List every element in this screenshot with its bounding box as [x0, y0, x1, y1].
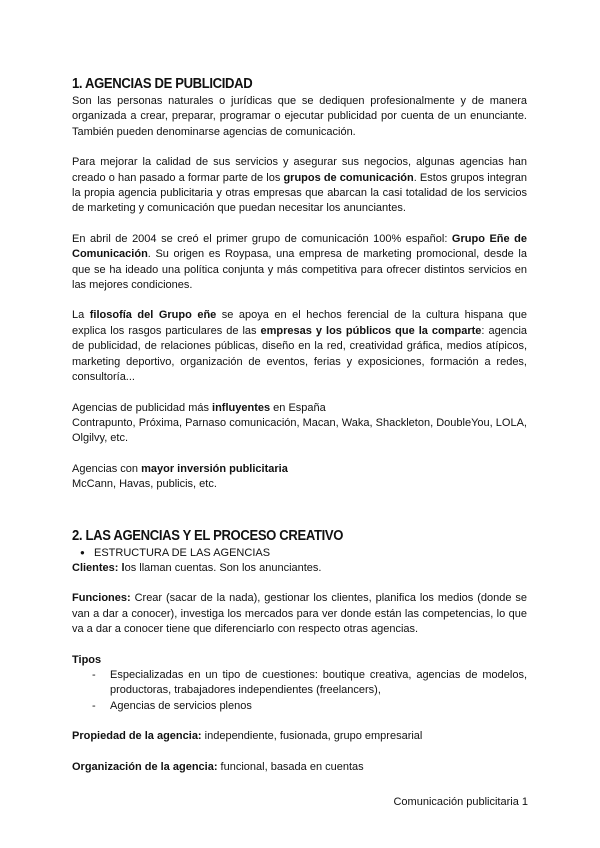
paragraph-propiedad: Propiedad de la agencia: independiente, fusionada, grupo empresarial	[72, 730, 423, 743]
section-heading-agencias: 1. AGENCIAS DE PUBLICIDAD	[72, 75, 253, 92]
paragraph-grupo-ene: En abril de 2004 se creó el primer grupo de comunicación 100% español: Grupo Eñe de Comunicación. Su origen es Roypasa, una empresa de marketing promocional, desde la que se ha ideado una política conjunta y más competitiva para ofrecer distintos servicios en las mejores condiciones.	[72, 232, 527, 292]
paragraph-influyentes-title: Agencias de publicidad más influyentes en España	[72, 401, 326, 414]
paragraph-inversion-title: Agencias con mayor inversión publicitaria	[72, 462, 288, 475]
paragraph-grupos: Para mejorar la calidad de sus servicios y asegurar sus negocios, algunas agencias han creado o han pasado a formar parte de los grupos de comunicación. Estos grupos integran la propia agencia publicitaria y otras empresas que abarcan la casi totalidad de los servicios de marketing y comunicación que puedan necesitar los anunciantes.	[72, 156, 528, 215]
document-page	[72, 74, 527, 775]
paragraph-inversion-list: McCann, Havas, publicis, etc.	[72, 478, 217, 491]
list-item: - Especializadas en un tipo de cuestiones: boutique creativa, agencias de modelos, productoras, trabajadores independientes (freelancers),	[72, 668, 527, 699]
tipos-label: Tipos	[72, 653, 102, 666]
paragraph-funciones: Funciones: Crear (sacar de la nada), gestionar los clientes, planifica los medios (donde se van a dar a conocer), investiga los mercados para ver donde están las competencias, lo que va a dar a conocer tiene que diferenciarlo con respecto otras agencias.	[72, 592, 527, 636]
tipos-list	[72, 668, 527, 714]
paragraph-organizacion: Organización de la agencia: funcional, basada en cuentas	[72, 760, 364, 773]
list-item: ● ESTRUCTURA DE LAS AGENCIAS	[72, 546, 527, 561]
bullet-list	[72, 546, 527, 561]
paragraph-clientes: Clientes: los llaman cuentas. Son los anunciantes.	[72, 561, 322, 574]
paragraph-filosofia: La filosofía del Grupo eñe se apoya en el hechos ferencial de la cultura hispana que explica los rasgos particulares de las empresas y los públicos que la comparte: agencia de publicidad, de relaciones públicas, diseño en la red, creatividad gráfica, medios atípicos, marketing deportivo, organización de eventos, ferias y exposiciones, formación a redes, consultoría...	[72, 309, 528, 384]
section-heading-proceso-creativo: 2. LAS AGENCIAS Y EL PROCESO CREATIVO	[72, 526, 344, 544]
page-footer: Comunicación publicitaria 1	[393, 796, 528, 808]
paragraph-definition: Son las personas naturales o jurídicas que se dediquen profesionalmente y de manera organizada a crear, preparar, programar o ejecutar publicidad por cuenta de un enunciante. También pueden denominarse agencias de comunicación.	[72, 95, 527, 138]
list-item: - Agencias de servicios plenos	[72, 699, 527, 714]
paragraph-influyentes-list: Contrapunto, Próxima, Parnaso comunicación, Macan, Waka, Shackleton, DoubleYou, LOLA, Olgilvy, etc.	[72, 416, 527, 445]
